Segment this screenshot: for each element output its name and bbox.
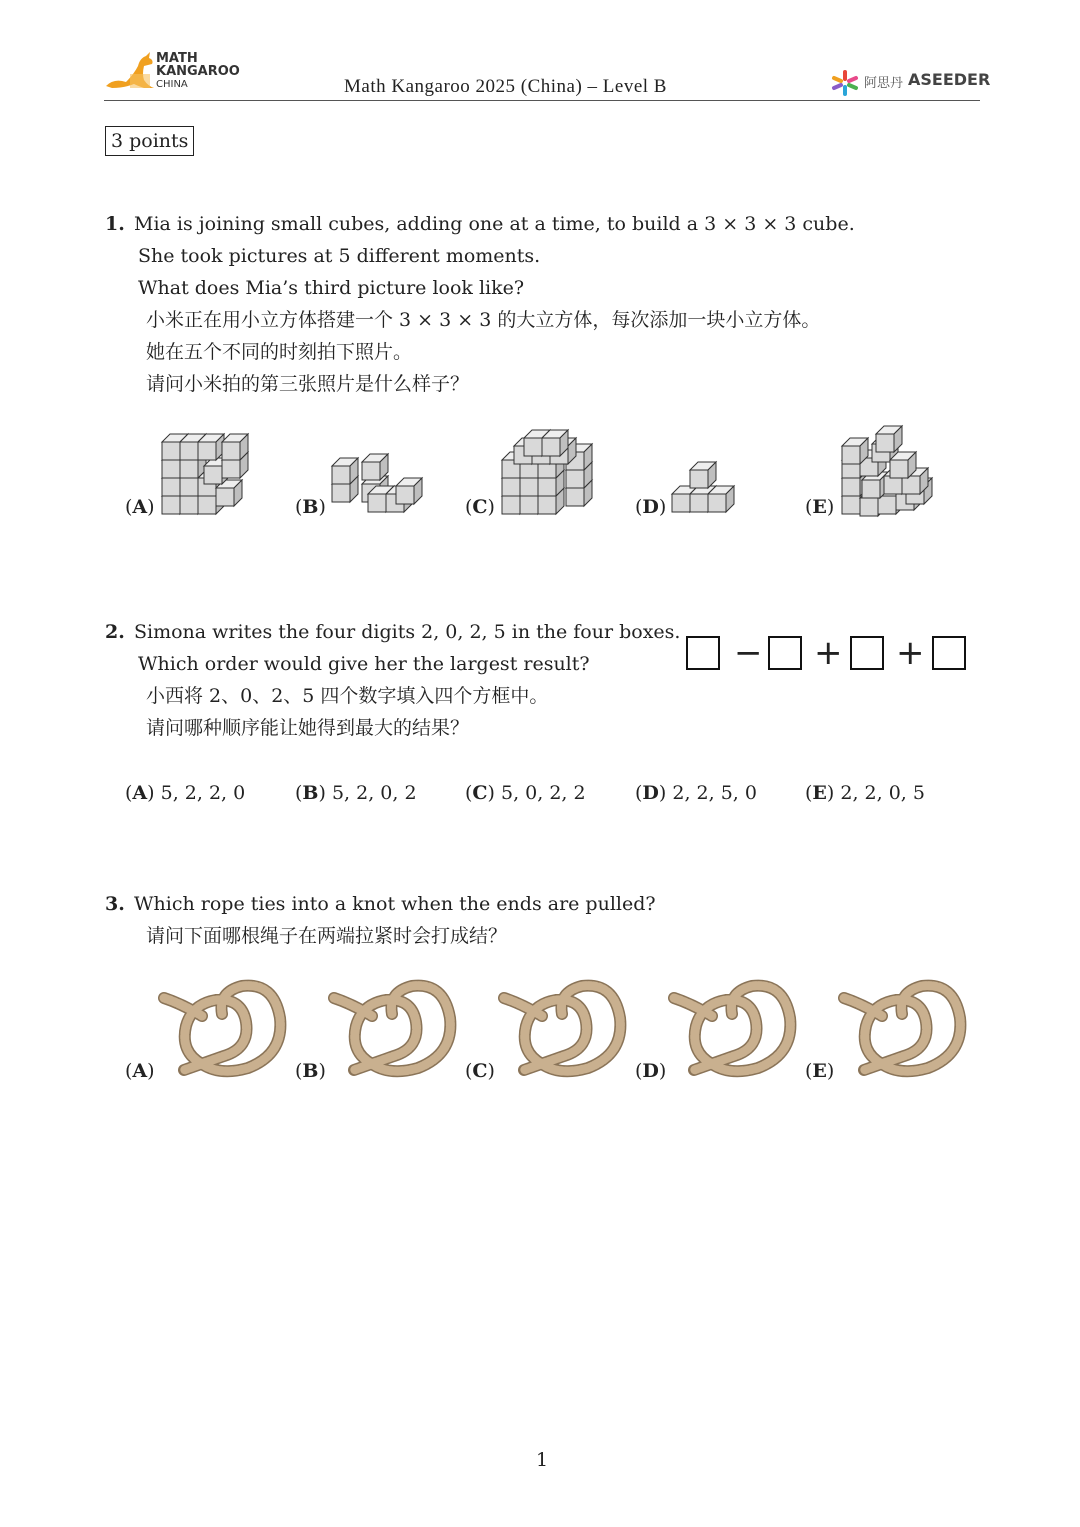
digit-box-1 [686,636,720,670]
digit-box-4 [932,636,966,670]
points-label: 3 points [105,126,194,156]
page-number: 1 [536,1449,549,1471]
q1-option-d[interactable]: (D) [635,496,667,518]
q1-line-3: What does Mia’s third picture look like? [138,277,525,299]
aseeder-star-icon [832,70,858,96]
aseeder-logo [832,70,991,96]
q3-number: 3. [105,893,125,915]
q3-line-1: Which rope ties into a knot when the ends are pulled? [134,893,656,915]
q1-line-5: 她在五个不同的时刻拍下照片。 [146,341,413,363]
math-kangaroo-logo [104,52,244,96]
q1-figure-e [840,428,940,518]
q3-option-a[interactable]: (A) [125,1060,155,1082]
q2-option-b[interactable]: (B) 5, 2, 0, 2 [295,782,417,804]
q2-expression [686,633,976,673]
q3-option-e[interactable]: (E) [805,1060,835,1082]
kangaroo-icon [104,52,164,96]
q1-option-b[interactable]: (B) [295,496,326,518]
q3-rope-e [842,982,967,1078]
q1-option-a[interactable]: (A) [125,496,155,518]
q3-line-2: 请问下面哪根绳子在两端拉紧时会打成结？ [146,925,508,947]
digit-box-3 [850,636,884,670]
q2-line-2: Which order would give her the largest result? [138,653,590,675]
q3-rope-a [162,982,287,1078]
q2-option-c[interactable]: (C) 5, 0, 2, 2 [465,782,586,804]
q2-option-e[interactable]: (E) 2, 2, 0, 5 [805,782,925,804]
header-rule [104,100,980,101]
plus-operator-2: + [896,633,925,673]
q1-figure-b [330,450,430,520]
q3-option-c[interactable]: (C) [465,1060,495,1082]
q1-number: 1. [105,213,125,235]
minus-operator: − [734,633,763,673]
q2-number: 2. [105,621,125,643]
q1-figure-c [500,428,600,518]
q2-option-a[interactable]: (A) 5, 2, 2, 0 [125,782,246,804]
page-header-title: Math Kangaroo 2025 (China) – Level B [344,76,667,97]
q3-option-b[interactable]: (B) [295,1060,326,1082]
sponsor-cn: 阿思丹 [864,76,904,91]
q1-line-4: 小米正在用小立方体搭建一个 3 × 3 × 3 的大立方体，每次添加一块小立方体。 [146,309,821,331]
q3-option-d[interactable]: (D) [635,1060,667,1082]
sponsor-en: ASEEDER [908,70,991,89]
q3-rope-d [672,982,797,1078]
q1-figure-a [160,428,260,518]
q3-rope-b [332,982,457,1078]
q1-option-c[interactable]: (C) [465,496,495,518]
q2-line-1: Simona writes the four digits 2, 0, 2, 5 in the four boxes. [134,621,681,643]
plus-operator-1: + [814,633,843,673]
logo-line-3: CHINA [156,79,188,90]
logo-line-1: MATH [156,51,198,66]
q3-rope-c [502,982,627,1078]
q1-option-e[interactable]: (E) [805,496,835,518]
q1-line-6: 请问小米拍的第三张照片是什么样子？ [146,373,470,395]
logo-line-2: KANGAROO [156,64,240,79]
q1-figure-d [670,460,740,520]
q1-line-2: She took pictures at 5 different moments. [138,245,541,267]
q1-line-1: Mia is joining small cubes, adding one at a time, to build a 3 × 3 × 3 cube. [134,213,855,235]
digit-box-2 [768,636,802,670]
q2-line-3: 小西将 2、0、2、5 四个数字填入四个方框中。 [146,685,549,707]
q2-option-d[interactable]: (D) 2, 2, 5, 0 [635,782,757,804]
q2-line-4: 请问哪种顺序能让她得到最大的结果？ [146,717,470,739]
